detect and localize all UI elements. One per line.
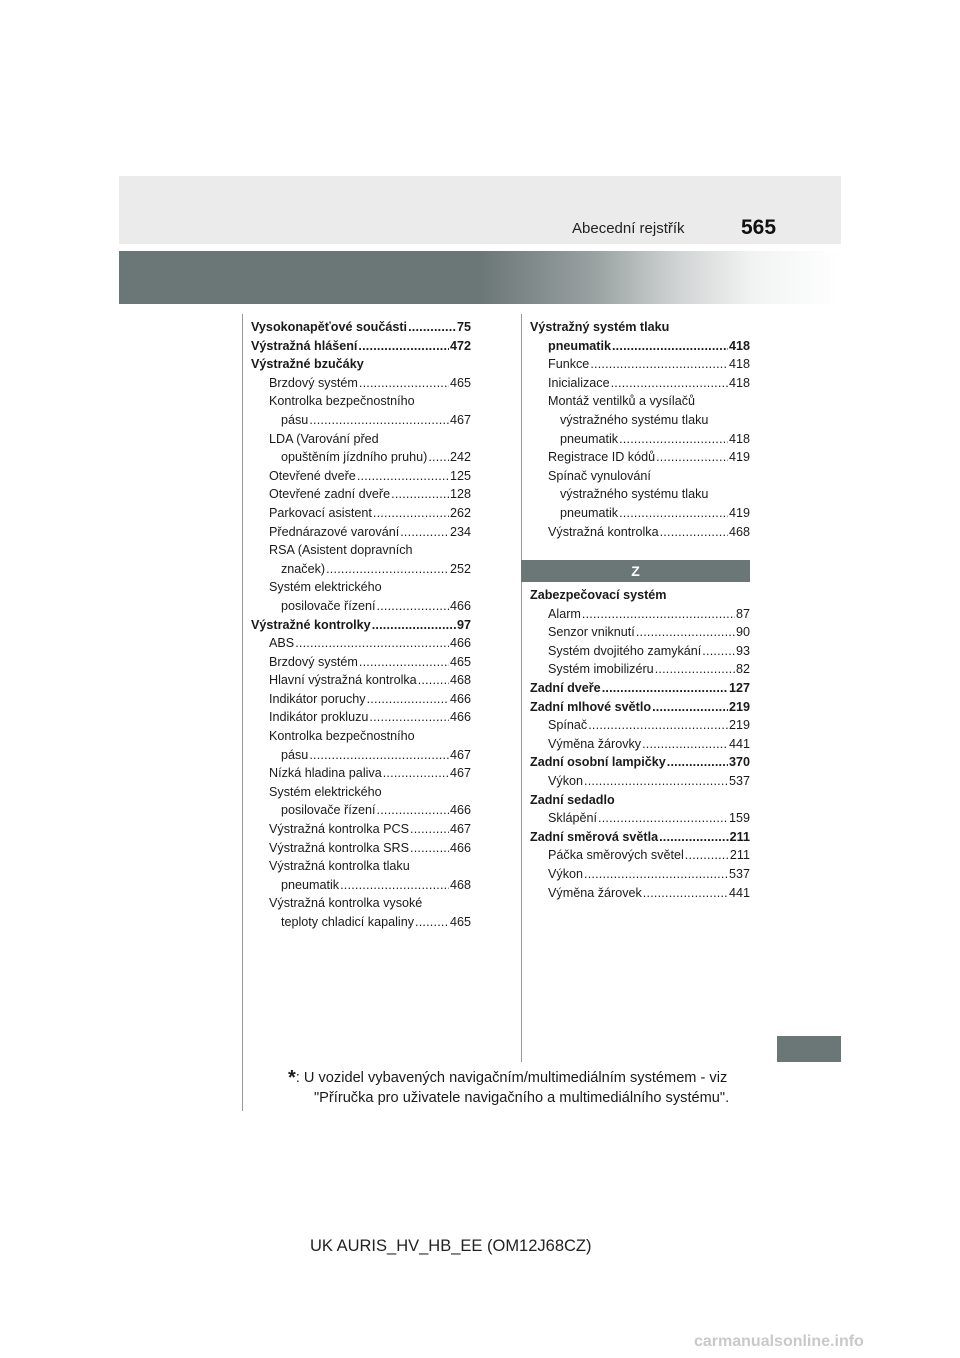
index-entry (251, 783, 471, 802)
index-entry-text: Výměna žárovek (548, 885, 642, 900)
index-entry-page: 219 (728, 699, 750, 714)
index-entry (251, 820, 471, 839)
index-entry-text: Výstražná kontrolka vysoké (269, 896, 423, 911)
index-entry-page: 537 (728, 773, 750, 788)
index-entry-text: Výstražná kontrolka PCS (269, 822, 409, 837)
header-band (119, 176, 841, 244)
index-entry (530, 623, 750, 642)
index-entry-page: 472 (449, 338, 471, 353)
index-entry-text: Spínač vynulování (548, 468, 651, 483)
index-entry-text: pásu (281, 747, 309, 762)
index-entry-page: 466 (449, 803, 471, 818)
index-entry-page: 127 (728, 680, 750, 695)
index-entry-text: značek) (281, 561, 326, 576)
index-entry (251, 894, 471, 913)
index-entry (530, 716, 750, 735)
index-entry-text: Vysokonapěťové součásti (251, 320, 408, 334)
index-entry-page: 87 (735, 606, 750, 621)
dot-leader (357, 467, 449, 486)
index-entry-text: pásu (281, 412, 309, 427)
index-entry-text: ABS (269, 636, 295, 651)
index-entry-text: Kontrolka bezpečnostního (269, 394, 415, 409)
index-entry-text: Přednárazové varování (269, 524, 400, 539)
dot-leader (584, 865, 728, 884)
letter-heading-z: Z (521, 560, 750, 582)
index-entry (251, 597, 471, 616)
index-entry-page: 465 (449, 915, 471, 929)
index-entry-page: 97 (456, 617, 471, 632)
index-entry-text: Zadní osobní lampičky (530, 755, 666, 770)
index-entry-text: Výstražná kontrolka SRS (269, 840, 409, 855)
dot-leader (326, 560, 449, 579)
index-entry-text: Systém imobilizéru (548, 662, 654, 677)
index-entry-text: Spínač (548, 718, 588, 733)
dot-leader (372, 616, 456, 635)
footnote-line2: "Příručka pro uživatele navigačního a multimediálního systému". (314, 1090, 730, 1106)
index-entry (530, 884, 750, 903)
index-entry-text: Registrace ID kódů (548, 450, 656, 465)
dot-leader (588, 716, 728, 735)
footnote-line1: : U vozidel vybavených navigačním/multimediálním systémem - viz (295, 1070, 728, 1086)
index-entry-page: 252 (449, 561, 471, 576)
dot-leader (309, 746, 449, 765)
dot-leader (602, 679, 728, 698)
index-entry (251, 913, 471, 932)
index-entry (251, 839, 471, 858)
dot-leader (377, 597, 449, 616)
index-entry-page: 468 (728, 524, 750, 539)
index-entry-page: 466 (449, 840, 471, 855)
index-entry-page: 466 (449, 710, 471, 725)
dot-leader (400, 523, 449, 542)
index-entry (251, 430, 471, 449)
index-entry (530, 504, 750, 523)
section-title: Abecední rejstřík (572, 220, 685, 237)
index-entry (251, 727, 471, 746)
dot-leader (619, 504, 728, 523)
index-entry-page: 466 (449, 691, 471, 706)
index-entry (251, 467, 471, 486)
index-entry-text: Systém elektrického (269, 580, 382, 595)
dot-leader (611, 374, 728, 393)
index-entry-page: 242 (449, 450, 471, 465)
index-entry (530, 411, 750, 430)
index-entry (530, 586, 750, 605)
dot-leader (383, 764, 449, 783)
dot-leader (340, 876, 449, 895)
index-entry (251, 411, 471, 430)
index-entry-page: 418 (728, 431, 750, 446)
index-entry-text: Výměna žárovky (548, 736, 642, 751)
index-entry-text: Zadní směrová světla (530, 829, 659, 844)
index-entry-page: 418 (728, 375, 750, 390)
dot-leader (636, 623, 735, 642)
index-entry-text: Otevřené dveře (269, 468, 356, 483)
column-divider (521, 314, 522, 1062)
index-entry (530, 735, 750, 754)
index-entry-page: 418 (728, 338, 750, 353)
index-entry-page: 159 (728, 811, 750, 826)
index-entry-page: 537 (728, 866, 750, 881)
dot-leader (656, 448, 728, 467)
index-entry-text: Parkovací asistent (269, 505, 372, 520)
index-entry-text: Výkon (548, 866, 584, 881)
index-entry-text: Výkon (548, 773, 584, 788)
index-entry-text: Zabezpečovací systém (530, 588, 667, 602)
index-entry-page: 465 (449, 375, 471, 390)
index-entry (251, 318, 471, 337)
dot-leader (598, 809, 728, 828)
index-entry-text: Výstražná hlášení (251, 338, 358, 353)
dot-leader (702, 642, 735, 661)
page-number: 565 (741, 216, 777, 239)
index-entry-text: pneumatik (281, 877, 340, 892)
index-entry (251, 671, 471, 690)
index-entry-text: teploty chladicí kapaliny (281, 915, 415, 929)
index-entry-text: Indikátor prokluzu (269, 710, 369, 725)
index-entry (251, 653, 471, 672)
dot-leader (590, 355, 728, 374)
index-entry (530, 865, 750, 884)
index-entry-text: Systém dvojitého zamykání (548, 643, 702, 658)
index-entry (251, 746, 471, 765)
dot-leader (309, 411, 449, 430)
index-entry-text: Kontrolka bezpečnostního (269, 729, 415, 744)
index-entry (251, 876, 471, 895)
dot-leader (415, 913, 449, 932)
index-entry-text: posilovače řízení (281, 598, 376, 613)
index-entry-text: opuštěním jízdního pruhu) (281, 450, 428, 465)
index-entry-text: Zadní dveře (530, 680, 601, 695)
index-entry (530, 392, 750, 411)
index-entry-text: pneumatik (548, 338, 611, 353)
index-entry-text: LDA (Varování před (269, 431, 379, 446)
index-entry-text: Nízká hladina paliva (269, 766, 382, 781)
dot-leader (410, 839, 449, 858)
index-entry (251, 616, 471, 635)
index-entry-text: Montáž ventilků a vysílačů (548, 394, 695, 409)
index-entry (251, 504, 471, 523)
index-entry (530, 753, 750, 772)
index-entry-text: Senzor vniknutí (548, 625, 635, 640)
index-entry-page: 262 (449, 505, 471, 520)
index-entry-text: Indikátor poruchy (269, 691, 366, 706)
index-entry-page: 465 (449, 654, 471, 669)
dot-leader (660, 523, 728, 542)
index-entry-text: Hlavní výstražná kontrolka (269, 673, 417, 688)
index-entry (251, 485, 471, 504)
index-entry-page: 466 (449, 636, 471, 651)
dot-leader (391, 485, 449, 504)
dot-leader (408, 318, 456, 337)
dot-leader (612, 337, 728, 356)
dot-leader (642, 735, 728, 754)
index-entry-page: 468 (449, 877, 471, 892)
index-entry-text: Páčka směrových světel (548, 848, 684, 863)
dot-leader (655, 660, 735, 679)
index-column-left (251, 318, 471, 932)
footer-document-code: UK AURIS_HV_HB_EE (OM12J68CZ) (310, 1237, 592, 1255)
dot-leader (367, 690, 449, 709)
index-entry-page: 467 (449, 412, 471, 427)
index-entry (251, 355, 471, 374)
index-entry-page: 82 (735, 662, 750, 677)
index-entry (251, 392, 471, 411)
index-entry-page: 219 (728, 718, 750, 733)
index-entry-page: 467 (449, 747, 471, 762)
index-entry-text: výstražného systému tlaku (560, 487, 709, 502)
dot-leader (667, 753, 728, 772)
index-entry-text: pneumatik (560, 431, 619, 446)
index-entry-text: Funkce (548, 357, 590, 372)
dot-leader (685, 846, 729, 865)
index-entry-page: 441 (728, 885, 750, 900)
index-entry (530, 642, 750, 661)
index-entry-text: posilovače řízení (281, 803, 376, 818)
index-entry (530, 679, 750, 698)
footnote-marker: * (288, 1067, 296, 1089)
dot-leader (659, 828, 729, 847)
index-entry (530, 355, 750, 374)
index-entry-page: 234 (449, 524, 471, 539)
dot-leader (369, 708, 449, 727)
dot-leader (428, 448, 449, 467)
index-entry-text: Systém elektrického (269, 784, 382, 799)
dot-leader (295, 634, 449, 653)
dot-leader (619, 430, 728, 449)
index-entry (530, 828, 750, 847)
index-entry-page: 128 (449, 487, 471, 502)
index-entry-text: Výstražné bzučáky (251, 357, 364, 372)
index-entry (530, 337, 750, 356)
dot-leader (410, 820, 449, 839)
index-entry (251, 374, 471, 393)
index-entry-text: Zadní sedadlo (530, 792, 615, 807)
index-entry (530, 485, 750, 504)
index-entry (251, 708, 471, 727)
index-entry (251, 578, 471, 597)
index-entry-page: 441 (728, 736, 750, 751)
index-entry-text: Brzdový systém (269, 654, 358, 669)
chapter-tab (777, 1036, 841, 1062)
index-entry (530, 660, 750, 679)
index-entry-page: 93 (735, 643, 750, 658)
index-entry (530, 846, 750, 865)
index-entry-page: 90 (735, 625, 750, 640)
index-entry-page: 418 (728, 357, 750, 372)
index-entry (530, 809, 750, 828)
index-entry (530, 791, 750, 810)
index-entry-text: Výstražná kontrolka tlaku (269, 859, 410, 874)
index-entry (251, 523, 471, 542)
dot-leader (643, 884, 728, 903)
index-entry (530, 430, 750, 449)
index-entry-text: Brzdový systém (269, 375, 358, 390)
index-entry (251, 690, 471, 709)
index-entry-text: Sklápění (548, 811, 598, 826)
index-entry-page: 211 (729, 829, 750, 844)
index-entry (530, 467, 750, 486)
index-entry-text: Zadní mlhové světlo (530, 699, 652, 714)
dot-leader (359, 653, 449, 672)
dot-leader (584, 772, 728, 791)
index-entry (251, 448, 471, 467)
index-entry-text: Výstražná kontrolka (548, 524, 659, 539)
index-entry-text: RSA (Asistent dopravních (269, 543, 413, 558)
index-entry-text: Výstražné kontrolky (251, 617, 371, 632)
dot-leader (418, 671, 449, 690)
dot-leader (652, 698, 728, 717)
index-entry (530, 698, 750, 717)
index-entry (251, 634, 471, 653)
index-entry (530, 605, 750, 624)
index-entry-text: Alarm (548, 606, 581, 621)
index-column-right-bottom (530, 586, 750, 902)
dot-leader (358, 337, 449, 356)
index-entry-page: 370 (728, 755, 750, 770)
index-entry-text: Výstražný systém tlaku (530, 320, 670, 334)
index-entry (251, 560, 471, 579)
index-entry-page: 419 (728, 450, 750, 465)
index-entry-text: výstražného systému tlaku (560, 412, 709, 427)
index-entry-text: Inicializace (548, 375, 610, 390)
index-entry (530, 318, 750, 337)
footnote (288, 1068, 750, 1108)
index-column-right-top (530, 318, 750, 541)
index-entry (251, 541, 471, 560)
index-entry-page: 468 (449, 673, 471, 688)
index-entry (251, 857, 471, 876)
index-entry-page: 125 (449, 468, 471, 483)
index-entry-page: 467 (449, 766, 471, 781)
index-entry (530, 772, 750, 791)
index-entry-text: Otevřené zadní dveře (269, 487, 391, 502)
index-entry-page: 467 (449, 822, 471, 837)
index-entry (530, 523, 750, 542)
index-entry (530, 448, 750, 467)
index-entry (530, 374, 750, 393)
watermark: carmanualsonline.info (694, 1333, 864, 1350)
dot-leader (373, 504, 449, 523)
header-gradient-bar (119, 251, 841, 304)
index-entry-page: 211 (729, 848, 750, 863)
index-entry (251, 764, 471, 783)
index-entry-page: 466 (449, 598, 471, 613)
index-entry-text: pneumatik (560, 505, 619, 520)
index-entry (251, 801, 471, 820)
index-entry-page: 419 (728, 505, 750, 520)
dot-leader (377, 801, 449, 820)
index-entry-page: 75 (456, 320, 471, 334)
dot-leader (582, 605, 735, 624)
left-column-rule (242, 314, 243, 1111)
dot-leader (359, 374, 449, 393)
index-entry (251, 337, 471, 356)
